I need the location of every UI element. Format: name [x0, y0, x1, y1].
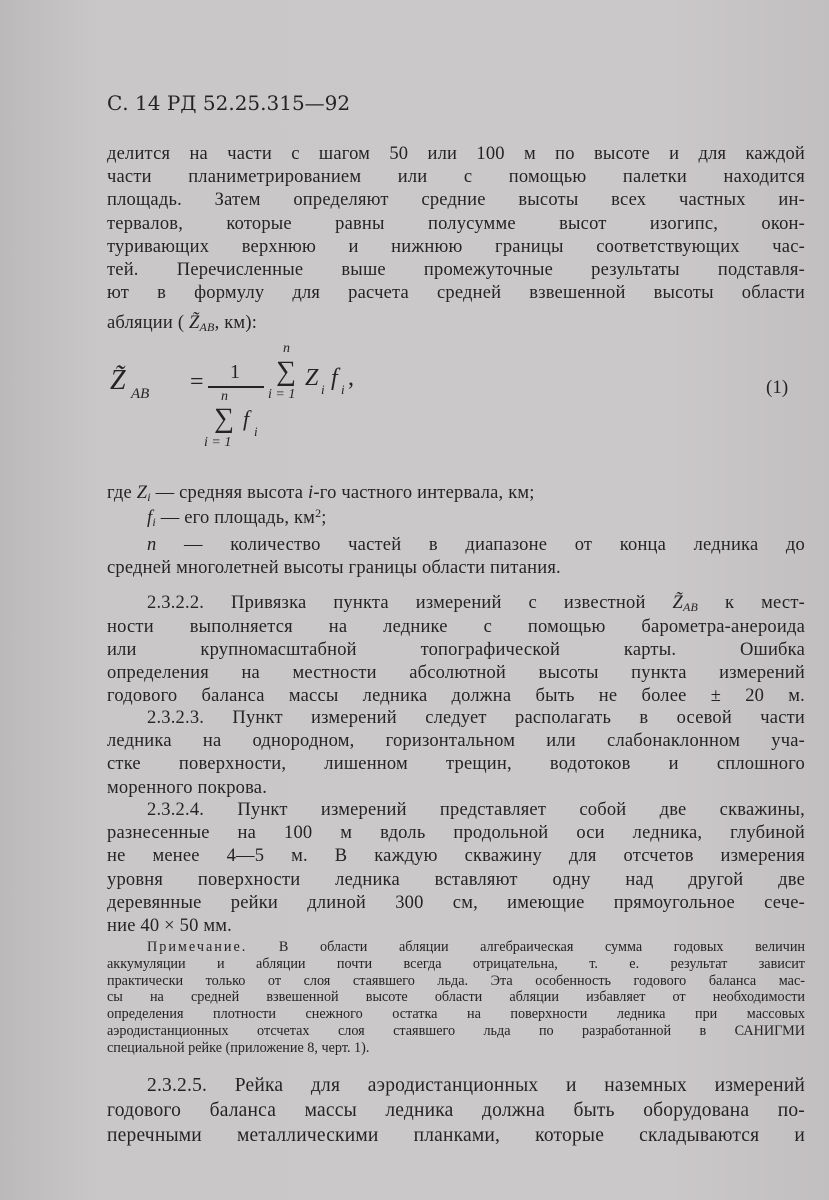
- formula-term-f-sub: i: [341, 382, 345, 397]
- note-line: [107, 1040, 805, 1056]
- section-2-3-2-2-line: [107, 616, 805, 638]
- section-2-3-2-4-line: [107, 915, 805, 937]
- section-2-3-2-4-line: [107, 822, 805, 844]
- section-2-3-2-3-line: [107, 753, 805, 775]
- text-line: туривающих верхнюю и нижнюю границы соответствующих час-: [107, 236, 805, 257]
- text-line: ют в формулу для расчета средней взвешенной высоты области: [107, 283, 805, 304]
- formula-lhs-subscript: AB: [131, 386, 150, 402]
- note-line: [107, 989, 805, 1005]
- text-line: сы на средней взвешенной высоте области абляции избавляет от необходимости: [107, 989, 805, 1006]
- formula-numerator: 1: [230, 361, 240, 383]
- formula-comma: ,: [348, 365, 354, 391]
- text-line: средней многолетней высоты границы области питания.: [107, 558, 561, 578]
- section-2-3-2-3-line: [147, 707, 805, 729]
- text-line: перечными металлическими планками, которые складываются и: [107, 1125, 805, 1146]
- text-line: аэродистанционных отсчетах слоя стаявшего льда по разработанной в САНИГМИ: [107, 1023, 805, 1039]
- text-segment: — средняя высота: [150, 483, 309, 503]
- den-sum-lower: i = 1: [204, 435, 232, 450]
- section-2-3-2-5-line: [107, 1099, 805, 1122]
- where-line: [147, 507, 805, 529]
- section-2-3-2-4-line: [107, 892, 805, 914]
- formula-lhs-symbol: Z̃: [110, 365, 126, 396]
- text-line: определения на местности абсолютной высоты пункта измерений: [107, 662, 805, 683]
- where-line: [107, 557, 805, 579]
- text-line: тервалов, которые равны полусумме высот изогипс, окон-: [107, 213, 805, 234]
- text-line: ности выполняется на леднике с помощью барометра-анероида: [107, 616, 805, 637]
- text-line: площадь. Затем определяют средние высоты всех частных ин-: [107, 190, 805, 211]
- note-line: [147, 939, 805, 955]
- math-subscript: i: [147, 490, 151, 504]
- text-line: стке поверхности, лишенном трещин, водотоков и сплошного: [107, 754, 805, 775]
- text-segment: ;: [321, 508, 327, 528]
- math-subscript: i: [152, 515, 156, 529]
- text-line: годового баланса массы ледника должна быть оборудована по-: [107, 1100, 805, 1121]
- paragraph-line: [107, 143, 805, 165]
- where-line: [147, 534, 805, 556]
- formula-term-z-sub: i: [321, 382, 325, 397]
- den-term-sub: i: [254, 424, 258, 439]
- paragraph-line: [107, 166, 805, 188]
- text-segment: — его площадь, км: [155, 508, 316, 528]
- section-2-3-2-4-line: [147, 799, 805, 821]
- paragraph-line: [107, 189, 805, 211]
- text-line: ледника на однородном, горизонтальном или слабонаклонном уча-: [107, 731, 805, 752]
- math-symbol: i: [308, 483, 314, 503]
- paragraph-line: [107, 236, 805, 258]
- formula-term-f: f: [331, 365, 338, 391]
- math-subscript: AB: [683, 600, 699, 614]
- text-line: 2.3.2.3. Пункт измерений следует располагать в осевой части: [147, 708, 805, 728]
- text-line: не менее 4—5 м. В каждую скважину для отсчетов измерения: [107, 846, 805, 867]
- note-line: [107, 956, 805, 972]
- den-sum-sign: ∑: [214, 403, 234, 434]
- section-2-3-2-4-line: [107, 869, 805, 891]
- page-header: С. 14 РД 52.25.315—92: [107, 91, 351, 115]
- text-line: специальной рейке (приложение 8, черт. 1).: [107, 1039, 370, 1056]
- math-symbol: f: [147, 508, 153, 528]
- note-line: [107, 1006, 805, 1022]
- num-sum-upper: n: [283, 341, 290, 356]
- text-line: аккумуляции и абляции почти всегда отрицательна, т. е. результат зависит: [107, 955, 805, 972]
- math-subscript: AB: [199, 320, 215, 334]
- formula-term-z: Z: [305, 365, 319, 391]
- num-sum-sign: ∑: [276, 356, 296, 387]
- text-line: ние 40 × 50 мм.: [107, 916, 232, 936]
- section-2-3-2-2-line: [147, 592, 805, 614]
- math-symbol: Z̃: [189, 313, 200, 333]
- note-line: [107, 973, 805, 989]
- fraction-bar: [208, 386, 264, 388]
- text-segment: В области абляции алгебраическая сумма годовых величин: [247, 939, 805, 955]
- text-line: части планиметрированием или с помощью палетки находится: [107, 167, 805, 188]
- section-2-3-2-5-line: [147, 1074, 805, 1097]
- formula-equals: =: [190, 369, 204, 395]
- den-term: f: [243, 406, 250, 431]
- text-line: моренного покрова.: [107, 777, 268, 798]
- text-line: тей. Перечисленные выше промежуточные результаты подставля-: [107, 260, 805, 280]
- text-segment: к мест-: [698, 593, 805, 613]
- paragraph-line: [107, 213, 805, 235]
- text-line: деревянные рейки длиной 300 см, имеющие прямоугольное сече-: [107, 892, 805, 913]
- section-2-3-2-4-line: [107, 845, 805, 867]
- text-line: или крупномасштабной топографической карты. Ошибка: [107, 639, 805, 660]
- note-label: Примечание.: [147, 939, 248, 955]
- num-sum-lower: i = 1: [268, 387, 296, 402]
- text-line: годового баланса массы ледника должна быть не более ± 20 м.: [107, 686, 805, 707]
- paragraph-line: [107, 259, 805, 281]
- text-line: уровня поверхности ледника вставляют одну над другой две: [107, 869, 805, 890]
- paragraph-line: [107, 282, 805, 304]
- superscript: 2: [315, 506, 322, 520]
- section-2-3-2-5-line: [107, 1124, 805, 1147]
- text-line: 2.3.2.5. Рейка для аэродистанционных и наземных измерений: [147, 1075, 805, 1096]
- section-2-3-2-3-line: [107, 730, 805, 752]
- text-line: разнесенные на 100 м вдоль продольной оси ледника, глубиной: [107, 823, 805, 844]
- text-line: 2.3.2.4. Пункт измерений представляет собой две скважины,: [147, 800, 805, 820]
- note-line: [107, 1023, 805, 1039]
- text-segment: — количество частей в диапазоне от конца ледника до: [156, 535, 805, 555]
- section-2-3-2-2-line: [107, 639, 805, 661]
- section-2-3-2-2-line: [107, 662, 805, 684]
- text-line: практически только от слоя стаявшего льда. Эта особенность годового баланса мас-: [107, 972, 805, 989]
- paragraph-line: [107, 312, 805, 334]
- text-line: делится на части с шагом 50 или 100 м по высоте и для каждой: [107, 144, 805, 164]
- where-line: [107, 482, 805, 504]
- math-symbol: Z: [136, 483, 148, 503]
- text-segment: абляции (: [107, 313, 190, 333]
- text-segment: где: [107, 483, 137, 503]
- section-2-3-2-3-line: [107, 777, 805, 799]
- text-segment: -го частного интервала, км;: [313, 483, 535, 503]
- text-line: определения плотности снежного остатка на поверхности ледника при массовых: [107, 1006, 805, 1023]
- den-sum-upper: n: [221, 389, 228, 404]
- text-segment: 2.3.2.2. Привязка пункта измерений с известной: [147, 593, 673, 613]
- math-symbol: Z̃: [672, 593, 684, 613]
- equation-number: (1): [766, 377, 789, 398]
- math-symbol: n: [147, 535, 157, 555]
- text-segment: , км):: [214, 313, 258, 333]
- section-2-3-2-2-line: [107, 685, 805, 707]
